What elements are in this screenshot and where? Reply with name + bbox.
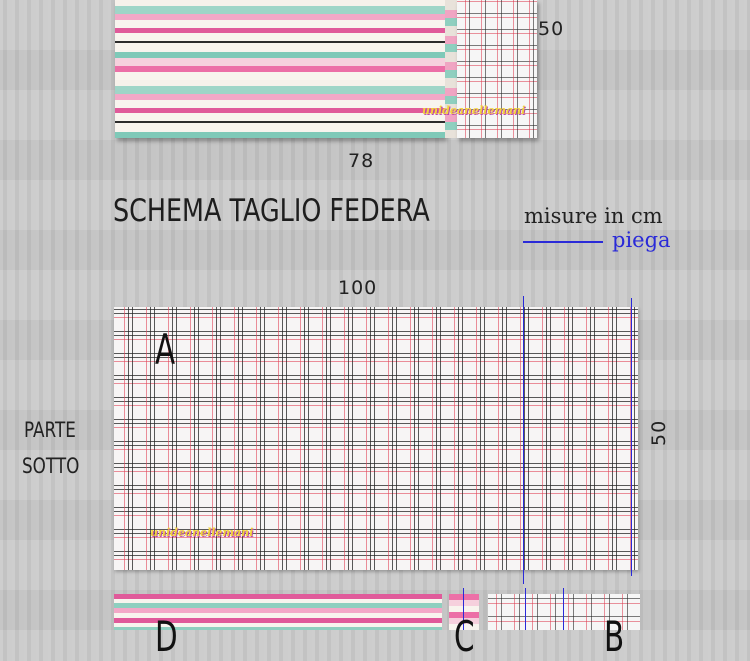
piece-label-d: D [155,612,178,661]
legend-fold-line [523,241,603,243]
fold-line-right [631,298,632,576]
striped-fabric-top [115,0,445,138]
check-fabric-top [457,0,537,138]
watermark-top: unideanellemani [422,104,526,117]
side-label-line1: PARTE [24,418,76,442]
dimension-main-height: 50 [648,419,670,446]
piece-label-b: B [604,612,625,661]
fold-line-left [523,296,524,584]
piece-label-a: A [155,325,176,374]
fold-line-bottom-b1 [525,588,526,630]
fold-line-bottom-b2 [563,588,564,630]
watermark-main: unideanellemani [150,526,254,539]
piece-label-c: C [454,612,475,661]
dimension-top-width: 78 [348,150,375,172]
legend-fold-label: piega [612,228,671,252]
side-label-line2: SOTTO [22,454,80,478]
dimension-top-height: 50 [538,18,565,40]
diagram-title: SCHEMA TAGLIO FEDERA [113,193,430,229]
dimension-main-width: 100 [338,277,378,299]
legend-measure-unit: misure in cm [524,204,663,228]
fabric-edge-top [445,0,457,138]
